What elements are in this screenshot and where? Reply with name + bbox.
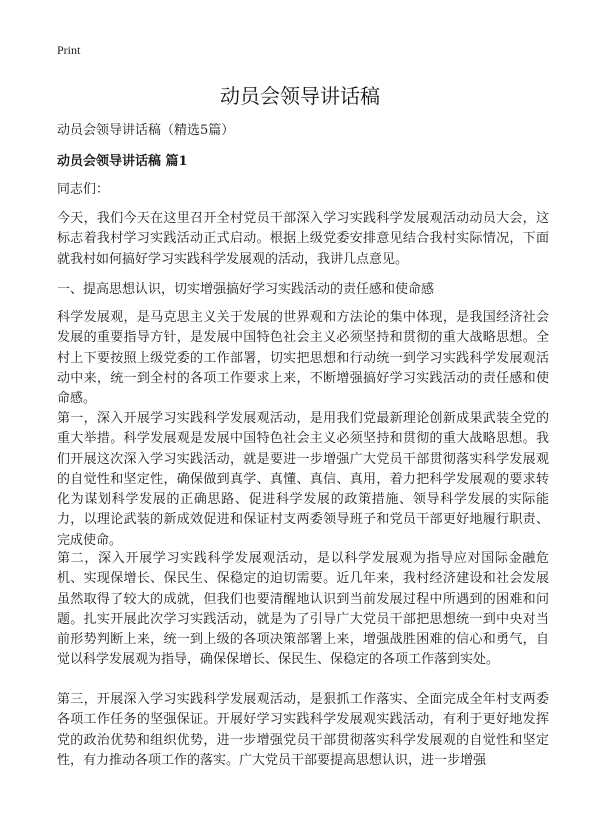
paragraph: 第二，深入开展学习实践科学发展观活动，是以科学发展观为指导应对国际金融危机、实现保增长、保民生、保稳定的迫切需要。近几年来，我村经济建设和社会发展虽然取得了较大的成就，但我们也要清醒地认识到当前发展过程中所遇到的困难和问题。扎实开展此次学习实践活动，就是为了引导广大党员干部把思想统一到中央对当前形势判断上来，统一到上级的各项决策部署上来，增强战胜困难的信心和勇气，自觉以科学发展观为指导，确保保增长、保民生、保稳定的各项工作落到实处。 xyxy=(57,551,549,668)
subheading-one: 一、提高思想认识，切实增强搞好学习实践活动的责任感和使命感 xyxy=(57,282,435,297)
paragraph: 科学发展观，是马克思主义关于发展的世界观和方法论的集中体现，是我国经济社会发展的重要指导方针，是发展中国特色社会主义必须坚持和贯彻的重大战略思想。全村上下要按照上级党委的工作部署，切实把思想和行动统一到学习实践科学发展观活动中来，统一到全村的各项工作要求上来，不断增强搞好学习实践活动的责任感和使命感。 xyxy=(57,310,549,407)
document-subtitle: 动员会领导讲话稿（精选5篇） xyxy=(57,123,235,138)
page-title: 动员会领导讲话稿 xyxy=(220,84,380,108)
paragraph: 第一，深入开展学习实践科学发展观活动，是用我们党最新理论创新成果武装全党的重大举措。科学发展观是发展中国特色社会主义必须坚持和贯彻的重大战略思想。我们开展这次深入学习实践活动，就是要进一步增强广大党员干部贯彻落实科学发展观的自觉性和坚定性，确保做到真学、真懂、真信、真用，着力把科学发展观的要求转化为谋划科学发展的正确思路、促进科学发展的政策措施、领导科学发展的实际能力，以理论武装的新成效促进和保证村支两委领导班子和党员干部更好地履行职责、完成使命。 xyxy=(57,411,549,548)
paragraph-intro: 今天，我们今天在这里召开全村党员干部深入学习实践科学发展观活动动员大会，这标志着我村学习实践活动正式启动。根据上级党委安排意见结合我村实际情况，下面就我村如何搞好学习实践科学发展观的活动，我讲几点意见。 xyxy=(57,211,549,267)
paragraph: 第三，开展深入学习实践科学发展观活动，是狠抓工作落实、全面完成全年村支两委各项工作任务的坚强保证。开展好学习实践科学发展观实践活动，有利于更好地发挥党的政治优势和组织优势，进一步增强党员干部贯彻落实科学发展观的自觉性和坚定性，有力推动各项工作的落实。广大党员干部要提高思想认识，进一步增强 xyxy=(57,692,549,768)
section-heading: 动员会领导讲话稿 篇1 xyxy=(57,154,188,169)
print-link[interactable]: Print xyxy=(57,43,81,57)
salutation: 同志们： xyxy=(57,182,110,197)
